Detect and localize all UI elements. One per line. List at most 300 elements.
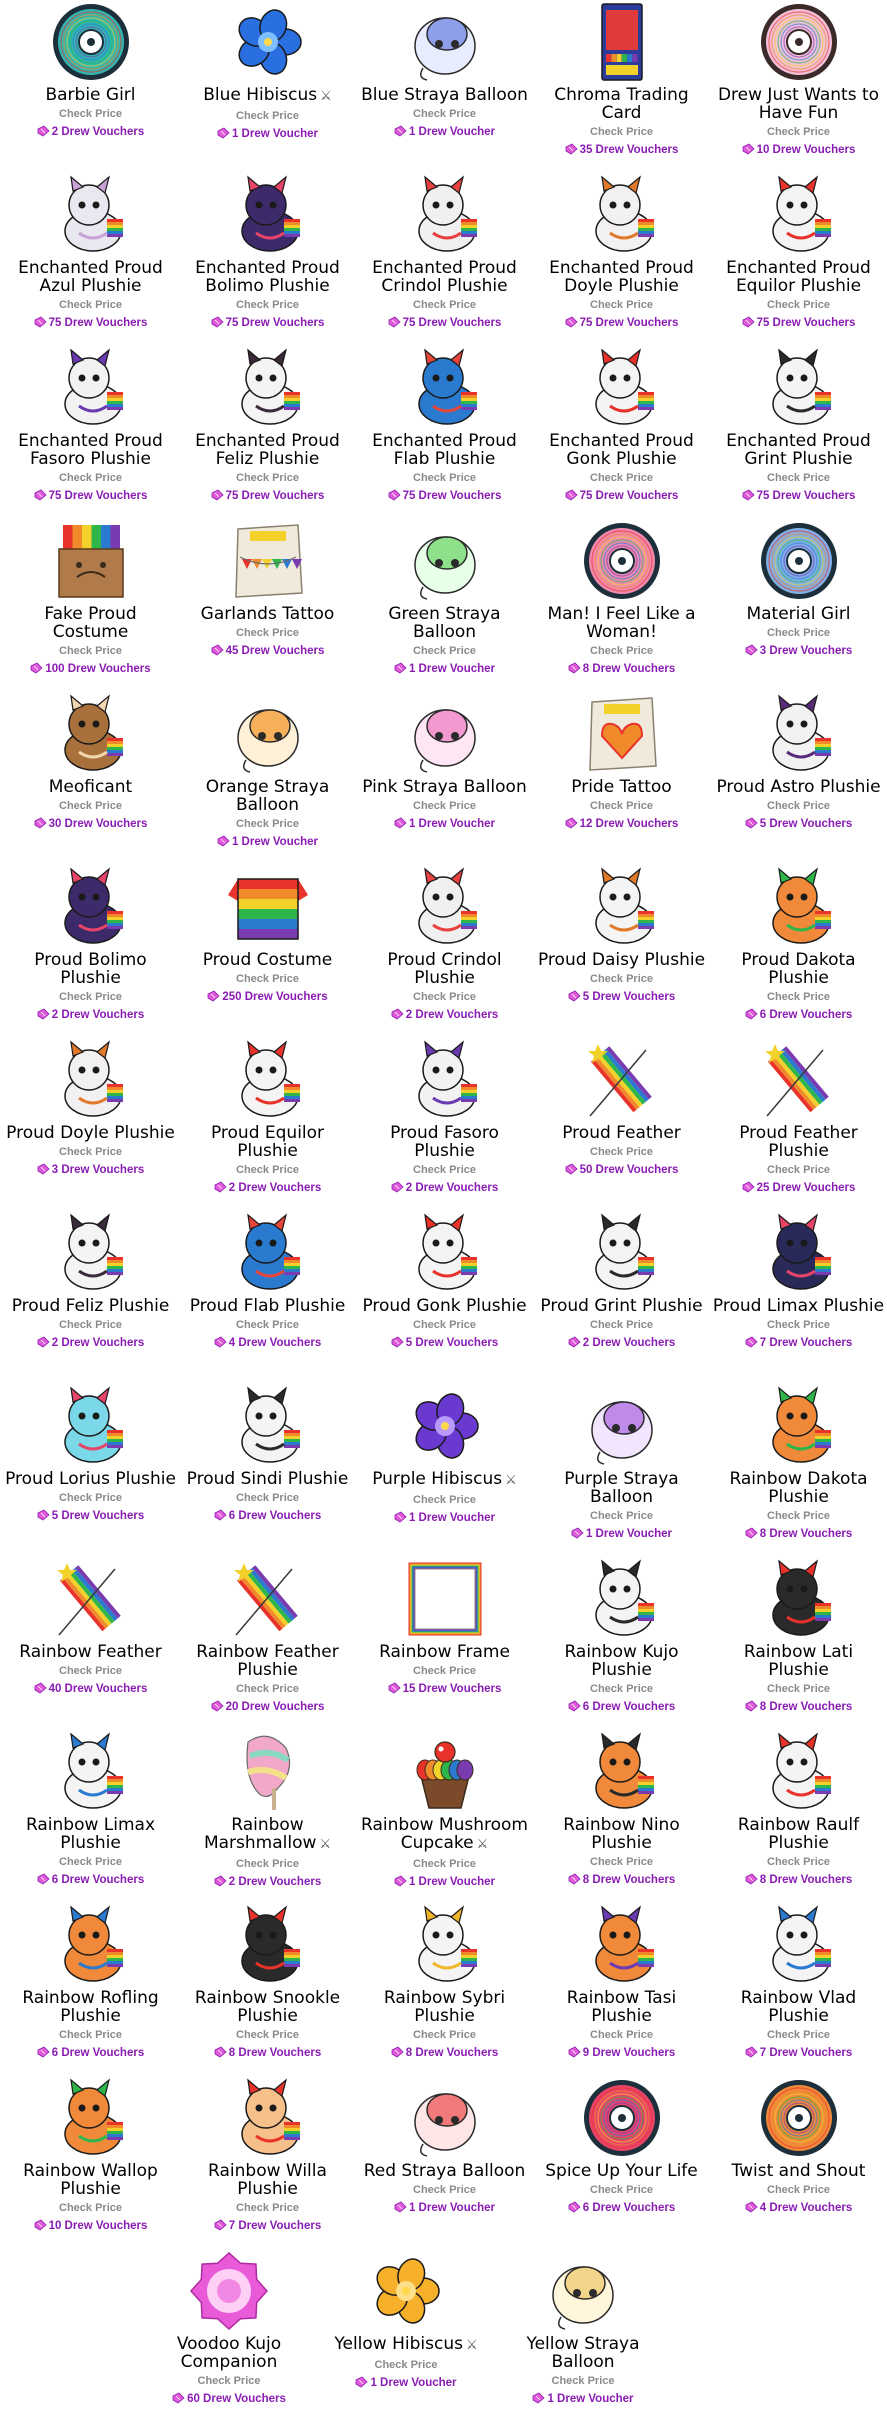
voucher-ticket-icon: [745, 1527, 758, 1539]
item-name: [4, 86, 177, 140]
check-price-link[interactable]: Check Price: [236, 110, 299, 122]
check-price-link[interactable]: Check Price: [236, 1858, 299, 1870]
item-cell[interactable]: [356, 1903, 533, 2076]
item-image[interactable]: [403, 519, 487, 603]
item-name-text: Proud Feather: [562, 1123, 681, 1143]
voucher-cost: [37, 1336, 144, 1351]
item-image[interactable]: [226, 1557, 310, 1641]
voucher-cost: [745, 817, 852, 832]
voucher-cost: [214, 2046, 321, 2061]
item-image[interactable]: [580, 1730, 664, 1814]
item-name-text: Proud Limax Plushie: [712, 1296, 885, 1316]
check-price-link[interactable]: Check Price: [590, 299, 653, 311]
check-price-link[interactable]: Check Price: [767, 2184, 830, 2196]
check-price-link[interactable]: Check Price: [590, 1146, 653, 1158]
check-price-link[interactable]: Check Price: [236, 2202, 299, 2214]
check-price-link[interactable]: Check Price: [59, 1319, 122, 1331]
item-cell[interactable]: [318, 2249, 495, 2422]
check-price-link[interactable]: Check Price: [197, 2375, 261, 2387]
item-image[interactable]: [403, 1730, 487, 1814]
item-cell[interactable]: [356, 1730, 533, 1903]
item-image[interactable]: [226, 346, 310, 430]
item-image[interactable]: [757, 346, 841, 430]
item-image[interactable]: [226, 519, 310, 603]
item-image[interactable]: [226, 692, 310, 776]
item-cell[interactable]: [2, 1384, 179, 1557]
item-name: [4, 1124, 177, 1178]
check-price-link[interactable]: Check Price: [59, 645, 122, 657]
check-price-link[interactable]: Check Price: [767, 627, 830, 639]
item-cell[interactable]: [533, 692, 710, 865]
cupcake-icon: [403, 1730, 487, 1814]
item-cell[interactable]: [710, 0, 887, 173]
item-image[interactable]: [226, 1903, 310, 1987]
voucher-cost: [211, 1700, 325, 1715]
voucher-cost-text: 75 Drew Vouchers: [402, 317, 502, 329]
item-name: [358, 432, 531, 504]
voucher-ticket-icon: [37, 1336, 50, 1348]
voucher-cost: [391, 1336, 498, 1351]
check-price-link[interactable]: Check Price: [590, 472, 653, 484]
item-cell[interactable]: [533, 1557, 710, 1730]
check-price-link[interactable]: Check Price: [767, 299, 830, 311]
item-image[interactable]: [403, 1903, 487, 1987]
item-image[interactable]: [580, 173, 664, 257]
check-price-link[interactable]: Check Price: [767, 472, 830, 484]
voucher-cost-text: 75 Drew Vouchers: [48, 317, 148, 329]
item-cell[interactable]: [710, 1903, 887, 2076]
plushie-icon: [580, 865, 664, 949]
item-cell[interactable]: [533, 1730, 710, 1903]
check-price-link[interactable]: Check Price: [236, 818, 299, 830]
item-image[interactable]: [49, 865, 133, 949]
item-cell[interactable]: [179, 346, 356, 519]
plushie-icon: [226, 2076, 310, 2160]
item-image[interactable]: [49, 1038, 133, 1122]
voucher-cost-text: 1 Drew Voucher: [408, 1876, 496, 1888]
check-price-link[interactable]: Check Price: [413, 2184, 476, 2196]
item-image[interactable]: [757, 1557, 841, 1641]
item-name-text: Green Straya Balloon: [388, 604, 501, 642]
item-image[interactable]: [403, 1038, 487, 1122]
item-cell[interactable]: [710, 1384, 887, 1557]
voucher-cost-text: 9 Drew Vouchers: [582, 2047, 676, 2059]
voucher-ticket-icon: [568, 1700, 581, 1712]
item-image[interactable]: [49, 2076, 133, 2160]
item-image[interactable]: [580, 1211, 664, 1295]
item-cell[interactable]: [2, 2076, 179, 2249]
check-price-link[interactable]: Check Price: [767, 126, 830, 138]
item-cell[interactable]: [2, 1903, 179, 2076]
item-cell[interactable]: [2, 1557, 179, 1730]
item-image[interactable]: [49, 1384, 133, 1468]
voucher-cost: [391, 1008, 498, 1023]
item-row: [0, 692, 887, 865]
item-name: [712, 1124, 885, 1196]
item-cell[interactable]: [2, 346, 179, 519]
item-image[interactable]: [226, 865, 310, 949]
item-image[interactable]: [49, 1557, 133, 1641]
item-image[interactable]: [403, 346, 487, 430]
check-price-link[interactable]: Check Price: [59, 1665, 122, 1677]
voucher-cost: [211, 644, 325, 659]
item-cell[interactable]: [710, 1211, 887, 1384]
check-price-link[interactable]: Check Price: [413, 299, 476, 311]
check-price-link[interactable]: Check Price: [590, 1510, 653, 1522]
check-price-link[interactable]: Check Price: [590, 1856, 653, 1868]
check-price-link[interactable]: Check Price: [551, 2375, 615, 2387]
item-name: [181, 1989, 354, 2061]
voucher-cost-text: 8 Drew Vouchers: [582, 663, 676, 675]
check-price-link[interactable]: Check Price: [590, 2029, 653, 2041]
check-price-link[interactable]: Check Price: [767, 1683, 830, 1695]
voucher-cost: [565, 817, 679, 832]
item-cell[interactable]: [710, 1557, 887, 1730]
item-cell[interactable]: [533, 1038, 710, 1211]
voucher-ticket-icon: [394, 1511, 407, 1523]
voucher-cost: [34, 2219, 148, 2234]
item-image[interactable]: [580, 346, 664, 430]
check-price-link[interactable]: Check Price: [767, 1856, 830, 1868]
item-cell[interactable]: [533, 0, 710, 173]
item-cell[interactable]: [533, 1903, 710, 2076]
item-image[interactable]: [580, 1903, 664, 1987]
check-price-link[interactable]: Check Price: [413, 1494, 476, 1506]
item-image[interactable]: [403, 0, 487, 84]
item-cell[interactable]: [710, 1038, 887, 1211]
check-price-link[interactable]: Check Price: [236, 627, 299, 639]
item-cell[interactable]: [710, 2076, 887, 2249]
item-image[interactable]: [757, 1903, 841, 1987]
check-price-link[interactable]: Check Price: [236, 1492, 299, 1504]
item-image[interactable]: [49, 346, 133, 430]
plushie-icon: [403, 1211, 487, 1295]
check-price-link[interactable]: Check Price: [590, 1319, 653, 1331]
check-price-link[interactable]: Check Price: [236, 973, 299, 985]
item-image[interactable]: [580, 1557, 664, 1641]
item-cell[interactable]: [356, 0, 533, 173]
item-image[interactable]: [226, 1038, 310, 1122]
item-name: [712, 2162, 885, 2216]
item-cell[interactable]: [710, 865, 887, 1038]
item-image[interactable]: [226, 0, 310, 84]
check-price-link[interactable]: Check Price: [59, 2202, 122, 2214]
item-image[interactable]: [757, 1730, 841, 1814]
item-cell[interactable]: [179, 1557, 356, 1730]
check-price-link[interactable]: Check Price: [59, 800, 122, 812]
item-name-text: Rainbow Feather Plushie: [196, 1642, 339, 1680]
item-name-text: Material Girl: [746, 604, 851, 624]
item-image[interactable]: [757, 1038, 841, 1122]
item-cell[interactable]: [179, 1211, 356, 1384]
check-price-link[interactable]: Check Price: [413, 1665, 476, 1677]
item-cell[interactable]: [710, 692, 887, 865]
item-image[interactable]: [580, 1384, 664, 1468]
item-image[interactable]: [757, 865, 841, 949]
voucher-ticket-icon: [217, 835, 230, 847]
check-price-link[interactable]: Check Price: [413, 645, 476, 657]
voucher-cost: [217, 835, 318, 850]
check-price-link[interactable]: Check Price: [236, 1164, 299, 1176]
retired-swords-icon: ⚔: [320, 89, 332, 104]
plushie-icon: [49, 173, 133, 257]
item-image[interactable]: [364, 2249, 448, 2333]
item-image[interactable]: [580, 865, 664, 949]
check-price-link[interactable]: Check Price: [767, 991, 830, 1003]
item-name-text: Enchanted Proud Bolimo Plushie: [195, 258, 340, 296]
voucher-cost: [37, 1509, 144, 1524]
frame-icon: [403, 1557, 487, 1641]
item-name: [181, 1816, 354, 1890]
item-name: [358, 1124, 531, 1196]
item-cell[interactable]: [533, 173, 710, 346]
item-name: [4, 778, 177, 832]
item-image[interactable]: [541, 2249, 625, 2333]
voucher-cost-text: 2 Drew Vouchers: [405, 1009, 499, 1021]
item-name-text: Enchanted Proud Grint Plushie: [726, 431, 871, 469]
check-price-link[interactable]: Check Price: [767, 1319, 830, 1331]
item-name: [4, 605, 177, 677]
item-cell[interactable]: [533, 1384, 710, 1557]
item-cell[interactable]: [356, 346, 533, 519]
voucher-cost: [217, 127, 318, 142]
item-name-text: Enchanted Proud Azul Plushie: [18, 258, 163, 296]
item-image[interactable]: [49, 173, 133, 257]
voucher-ticket-icon: [394, 1875, 407, 1887]
check-price-link[interactable]: Check Price: [767, 1164, 830, 1176]
plushie-icon: [580, 1903, 664, 1987]
item-cell[interactable]: [2, 0, 179, 173]
item-image[interactable]: [403, 173, 487, 257]
plushie-icon: [757, 1384, 841, 1468]
voucher-ticket-icon: [37, 1873, 50, 1885]
voucher-cost: [214, 1336, 321, 1351]
disc-icon: [757, 2076, 841, 2160]
voucher-ticket-icon: [214, 1509, 227, 1521]
check-price-link[interactable]: Check Price: [236, 2029, 299, 2041]
item-cell[interactable]: [356, 692, 533, 865]
item-cell[interactable]: [533, 1211, 710, 1384]
item-cell[interactable]: [179, 173, 356, 346]
voucher-cost-text: 8 Drew Vouchers: [759, 1874, 853, 1886]
item-name-text: Blue Straya Balloon: [361, 85, 528, 105]
check-price-link[interactable]: Check Price: [767, 800, 830, 812]
check-price-link[interactable]: Check Price: [413, 1858, 476, 1870]
item-image[interactable]: [403, 865, 487, 949]
item-image[interactable]: [403, 692, 487, 776]
item-name: [4, 1989, 177, 2061]
item-cell[interactable]: [179, 519, 356, 692]
check-price-link[interactable]: Check Price: [767, 2029, 830, 2041]
item-cell[interactable]: [710, 173, 887, 346]
voucher-cost-text: 1 Drew Voucher: [408, 818, 496, 830]
check-price-link[interactable]: Check Price: [374, 2359, 438, 2371]
item-cell[interactable]: [179, 692, 356, 865]
item-name: [535, 1643, 708, 1715]
item-cell[interactable]: [495, 2249, 672, 2422]
voucher-cost-text: 1 Drew Voucher: [408, 126, 496, 138]
item-image[interactable]: [226, 173, 310, 257]
check-price-link[interactable]: Check Price: [59, 991, 122, 1003]
check-price-link[interactable]: Check Price: [59, 2029, 122, 2041]
item-image[interactable]: [49, 1211, 133, 1295]
retired-swords-icon: ⚔: [465, 2338, 478, 2353]
item-cell[interactable]: [533, 519, 710, 692]
item-cell[interactable]: [179, 1038, 356, 1211]
item-image[interactable]: [187, 2249, 271, 2333]
item-image[interactable]: [757, 1384, 841, 1468]
item-cell[interactable]: [2, 173, 179, 346]
item-cell[interactable]: [2, 692, 179, 865]
item-image[interactable]: [403, 2076, 487, 2160]
item-image[interactable]: [226, 2076, 310, 2160]
item-cell[interactable]: [356, 1557, 533, 1730]
item-cell[interactable]: [356, 2076, 533, 2249]
check-price-link[interactable]: Check Price: [590, 2184, 653, 2196]
item-name-text: Red Straya Balloon: [363, 2161, 526, 2181]
item-name-text: Pink Straya Balloon: [362, 777, 527, 797]
item-image[interactable]: [49, 519, 133, 603]
voucher-cost: [394, 1875, 495, 1890]
check-price-link[interactable]: Check Price: [59, 299, 122, 311]
check-price-link[interactable]: Check Price: [59, 472, 122, 484]
voucher-cost-text: 6 Drew Vouchers: [582, 1701, 676, 1713]
check-price-link[interactable]: Check Price: [413, 108, 476, 120]
disc-icon: [757, 519, 841, 603]
item-cell[interactable]: [356, 865, 533, 1038]
voucher-cost-text: 1 Drew Voucher: [547, 2393, 634, 2405]
voucher-cost: [745, 1873, 852, 1888]
voucher-cost-text: 2 Drew Vouchers: [405, 1182, 499, 1194]
check-price-link[interactable]: Check Price: [59, 108, 122, 120]
item-name: [535, 605, 708, 677]
check-price-link[interactable]: Check Price: [413, 1319, 476, 1331]
check-price-link[interactable]: Check Price: [413, 472, 476, 484]
voucher-ticket-icon: [211, 1700, 224, 1712]
item-cell[interactable]: [356, 173, 533, 346]
item-name: [358, 1470, 531, 1526]
item-cell[interactable]: [356, 1038, 533, 1211]
check-price-link[interactable]: Check Price: [767, 1510, 830, 1522]
item-image[interactable]: [403, 1384, 487, 1468]
voucher-cost: [388, 1682, 502, 1697]
voucher-ticket-icon: [34, 1682, 47, 1694]
item-cell[interactable]: [179, 865, 356, 1038]
item-row: [0, 2249, 887, 2422]
item-cell[interactable]: [2, 865, 179, 1038]
check-price-link[interactable]: Check Price: [59, 1856, 122, 1868]
check-price-link[interactable]: Check Price: [590, 1683, 653, 1695]
item-name: [535, 951, 708, 1005]
item-cell[interactable]: [356, 1384, 533, 1557]
item-cell[interactable]: [2, 1211, 179, 1384]
voucher-ticket-icon: [34, 2219, 47, 2231]
check-price-link[interactable]: Check Price: [590, 973, 653, 985]
item-image[interactable]: [49, 1730, 133, 1814]
voucher-cost-text: 5 Drew Vouchers: [582, 991, 676, 1003]
item-image[interactable]: [580, 0, 664, 84]
check-price-link[interactable]: Check Price: [413, 991, 476, 1003]
check-price-link[interactable]: Check Price: [413, 2029, 476, 2041]
item-cell[interactable]: [356, 1211, 533, 1384]
item-image[interactable]: [226, 1730, 310, 1814]
item-image[interactable]: [757, 0, 841, 84]
item-image[interactable]: [403, 1557, 487, 1641]
check-price-link[interactable]: Check Price: [236, 1319, 299, 1331]
item-image[interactable]: [49, 0, 133, 84]
item-name: [535, 1470, 708, 1542]
item-cell[interactable]: [533, 865, 710, 1038]
check-price-link[interactable]: Check Price: [413, 1164, 476, 1176]
item-cell[interactable]: [179, 0, 356, 173]
item-cell[interactable]: [179, 1730, 356, 1903]
voucher-ticket-icon: [742, 1181, 755, 1193]
check-price-link[interactable]: Check Price: [590, 645, 653, 657]
item-cell[interactable]: [2, 519, 179, 692]
check-price-link[interactable]: Check Price: [413, 800, 476, 812]
check-price-link[interactable]: Check Price: [236, 472, 299, 484]
item-image[interactable]: [757, 2076, 841, 2160]
item-image[interactable]: [757, 519, 841, 603]
item-cell[interactable]: [2, 1730, 179, 1903]
item-image[interactable]: [757, 173, 841, 257]
check-price-link[interactable]: Check Price: [590, 800, 653, 812]
item-name-text: Purple Hibiscus: [372, 1469, 503, 1489]
item-image[interactable]: [226, 1211, 310, 1295]
voucher-cost: [207, 990, 327, 1005]
item-cell[interactable]: [179, 1384, 356, 1557]
item-name: [181, 951, 354, 1005]
item-image[interactable]: [580, 692, 664, 776]
item-cell[interactable]: [2, 1038, 179, 1211]
item-image[interactable]: [226, 1384, 310, 1468]
item-image[interactable]: [757, 1211, 841, 1295]
item-image[interactable]: [757, 692, 841, 776]
check-price-link[interactable]: Check Price: [59, 1146, 122, 1158]
item-name-text: Rainbow Wallop Plushie: [23, 2161, 158, 2199]
item-image[interactable]: [580, 1038, 664, 1122]
item-cell[interactable]: [356, 519, 533, 692]
check-price-link[interactable]: Check Price: [236, 1683, 299, 1695]
item-cell[interactable]: [179, 2076, 356, 2249]
item-cell[interactable]: [533, 2076, 710, 2249]
item-name-text: Enchanted Proud Flab Plushie: [372, 431, 517, 469]
tattoo-icon: [580, 692, 664, 776]
check-price-link[interactable]: Check Price: [590, 126, 653, 138]
item-name-text: Yellow Straya Balloon: [526, 2334, 640, 2372]
costume-icon: [226, 865, 310, 949]
voucher-cost: [745, 1527, 852, 1542]
item-name-text: Proud Feather Plushie: [739, 1123, 858, 1161]
disc-icon: [580, 2076, 664, 2160]
item-name-text: Rainbow Willa Plushie: [208, 2161, 327, 2199]
item-cell[interactable]: [710, 1730, 887, 1903]
voucher-ticket-icon: [745, 1008, 758, 1020]
item-image[interactable]: [580, 519, 664, 603]
item-image[interactable]: [49, 1903, 133, 1987]
check-price-link[interactable]: Check Price: [59, 1492, 122, 1504]
voucher-cost: [394, 1511, 495, 1526]
item-cell[interactable]: [533, 346, 710, 519]
item-cell[interactable]: [141, 2249, 318, 2422]
item-cell[interactable]: [179, 1903, 356, 2076]
item-image[interactable]: [49, 692, 133, 776]
item-cell[interactable]: [710, 519, 887, 692]
check-price-link[interactable]: Check Price: [236, 299, 299, 311]
item-image[interactable]: [403, 1211, 487, 1295]
item-image[interactable]: [580, 2076, 664, 2160]
item-cell[interactable]: [710, 346, 887, 519]
